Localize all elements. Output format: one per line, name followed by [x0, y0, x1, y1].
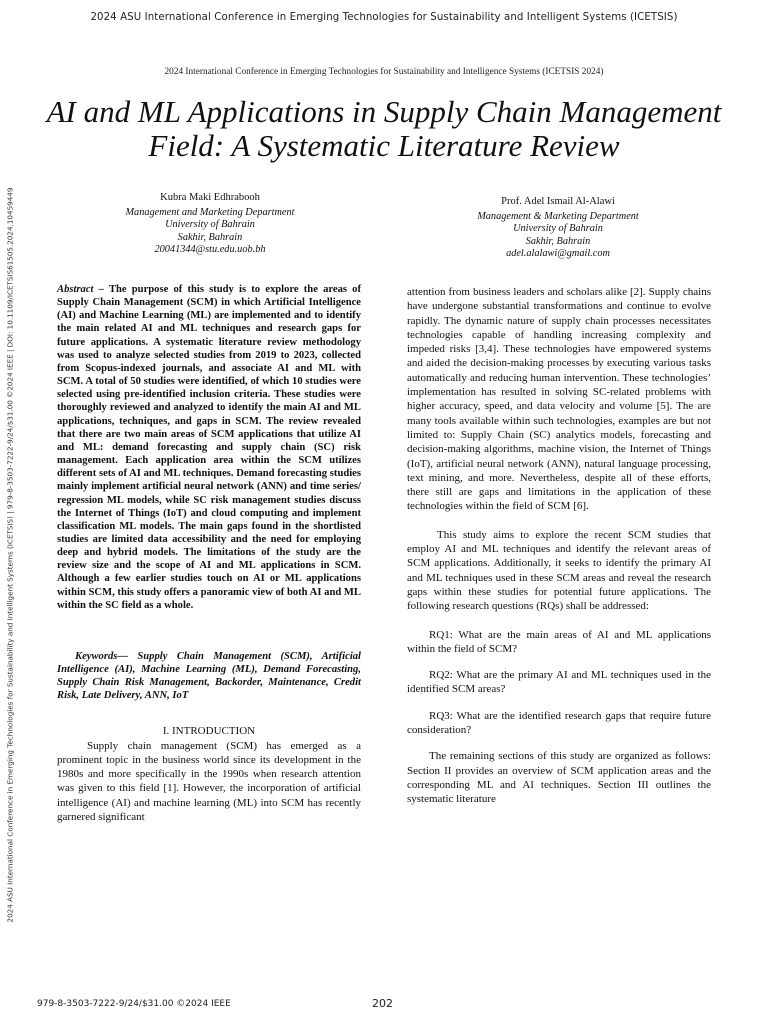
- intro-paragraph-3: The remaining sections of this study are organized as follows: Section II provides an overview of SCM application areas and the corresponding ML and AI techniques. Section III outlines the systematic literature: [407, 750, 711, 806]
- research-question-2: RQ2: What are the primary AI and ML techniques used in the identified SCM areas?: [407, 669, 711, 696]
- author-name: Kubra Maki Edhrabooh: [160, 192, 260, 203]
- author-email: adel.alalawi@gmail.com: [506, 248, 610, 260]
- proceedings-header: 2024 ASU International Conference in Emerging Technologies for Sustainability and Intelligent Systems (ICETSIS): [90, 12, 678, 23]
- author-block-1: [60, 192, 360, 257]
- paper-title: AI and ML Applications in Supply Chain Management Field: A Systematic Literature Review: [46, 94, 722, 163]
- author-block-2: [408, 196, 708, 261]
- abstract-label: Abstract: [57, 284, 94, 295]
- intro-paragraph-1-start: Supply chain management (SCM) has emerged as a prominent topic in the business world since its development in the 1980s and more specifically in the 1990s when research attention was given to this field [1]. However, the incorporation of artificial intelligence (AI) and machine learning (ML) into SCM has recently garnered significant: [57, 739, 361, 824]
- left-column: [57, 283, 361, 824]
- abstract-text: – The purpose of this study is to explore the areas of Supply Chain Management (SCM) in which Artificial Intelligence (AI) and Machine Learning (ML) are implemented and to identify the main related AI and ML techniques and research gaps for future applications. A systematic literature review methodology was used to analyze selected studies from 2019 to 2023, collected from Scopus-indexed journals, and associate AI and ML with SCM. A total of 50 studies were identified, of which 10 studies were selected using pre-identified inclusion criteria. These studies were thoroughly reviewed and analyzed to identify the main AI and ML applications, techniques, and gaps in SCM. The review revealed that there are two main areas of SCM applications that utilize AI and ML: demand forecasting and supply chain (SC) risk management. Each application area within the SCM utilizes different sets of AI and ML techniques. Demand forecasting studies mainly implement artificial neural network (ANN) and time series/ regression ML models, while SC risk management studies discuss the Internet of Things (IoT) and cloud computing and implement classification ML models. The main gaps found in the shortlisted studies are limited data accessibility and the need for employing deep and hybrid models. The limitations of the study are the review size and the scope of AI and ML applications in SCM. Although a few earlier studies touch on AI or ML applications within SCM, this study offers a panoramic view of both AI and ML within the SC field as a whole.: [57, 284, 361, 611]
- doi-sidebar-text: 2024 ASU International Conference in Emerging Technologies for Sustainability and Intelligent Systems (ICETSIS) | 979-8-3503-7222-9/24/$31.00 ©2024 IEEE | DOI: 10.1109/ICETSIS61505.2024.10459449: [5, 187, 15, 923]
- author-name: Prof. Adel Ismail Al-Alawi: [501, 196, 615, 207]
- author-university: University of Bahrain: [165, 219, 255, 231]
- author-city: Sakhir, Bahrain: [525, 235, 591, 247]
- research-question-1: RQ1: What are the main areas of AI and ML applications within the field of SCM?: [407, 628, 711, 655]
- author-email: 20041344@stu.edu.uob.bh: [154, 244, 266, 256]
- section-heading: I. INTRODUCTION: [162, 725, 256, 738]
- conference-line: 2024 International Conference in Emerging Technologies for Sustainability and Intelligence Systems (ICETSIS 2024): [164, 67, 604, 77]
- intro-paragraph-2: This study aims to explore the recent SCM studies that employ AI and ML techniques and identify the relevant areas of SCM applications. Additionally, it seeks to identify the primary AI and ML techniques used in these SCM areas and reveal the research gaps within these studies for potential future applications. The following research questions (RQs) shall be addressed:: [407, 528, 711, 613]
- research-question-3: RQ3: What are the identified research gaps that require future consideration?: [407, 709, 711, 737]
- author-university: University of Bahrain: [513, 223, 603, 235]
- author-department: Management & Marketing Department: [477, 210, 639, 222]
- right-column: [407, 285, 711, 807]
- keywords: Keywords— Supply Chain Management (SCM), Artificial Intelligence (AI), Machine Learning (ML), Demand Forecasting, Supply Chain Risk Management, Backorder, Maintenance, Credit Risk, Late Delivery, ANN, IoT: [57, 650, 361, 702]
- intro-paragraph-1-end: attention from business leaders and scholars alike [2]. Supply chains have undergone substantial transformations and continue to evolve rapidly. The dynamic nature of supply chain processes necessitates technologies capable of handling increasing complexity and impeded risks [3,4]. These technologies have empowered systems and aided the decision-making processes by executing various tasks automatically and reducing human intervention. These technologies’ implementation has resulted in solving SC-related problems with higher accuracy, speed, and data velocity and volume [5]. The are many tools available within such technologies, examples are but not limited to: Supply Chain (SC) analytics models, forecasting and decision-making algorithms, machine vision, the Internet of Things (IoT), artificial neural network (ANN), natural language processing, text mining, and more. Nevertheless, despite all of these efforts, there still are gaps and limitations in the application of these technologies within the field of SCM [6].: [407, 286, 711, 513]
- author-city: Sakhir, Bahrain: [177, 231, 243, 243]
- footer-isbn: 979-8-3503-7222-9/24/$31.00 ©2024 IEEE: [37, 999, 231, 1009]
- abstract: [57, 283, 361, 612]
- page-number: 202: [372, 997, 393, 1010]
- author-department: Management and Marketing Department: [125, 206, 295, 218]
